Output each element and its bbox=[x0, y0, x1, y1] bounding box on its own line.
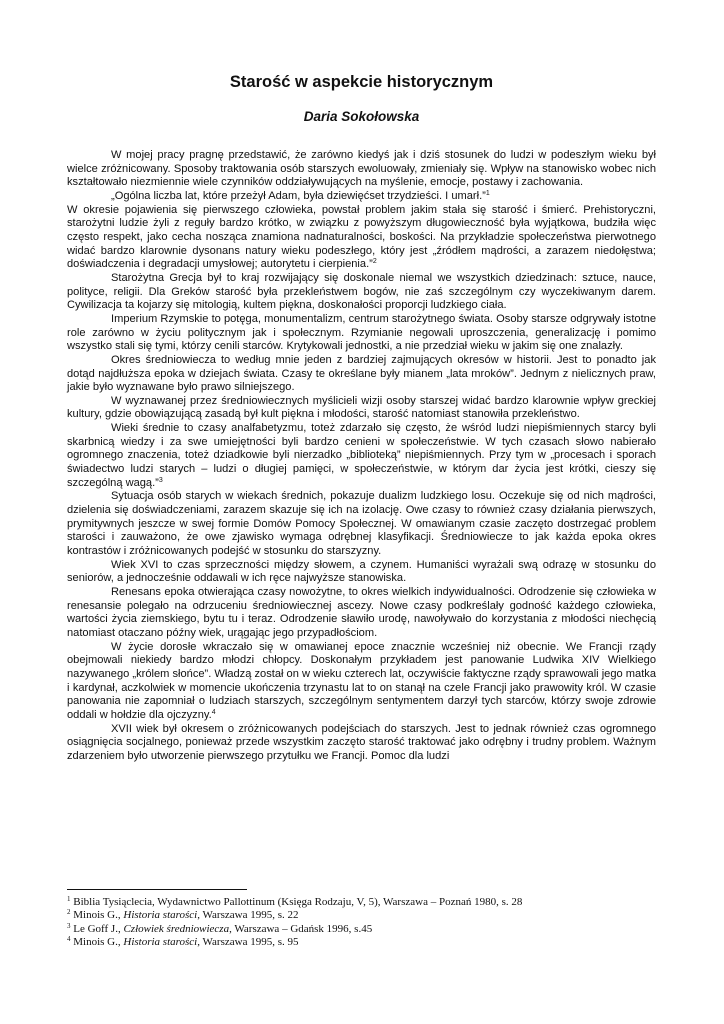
footnote-ref: 3 bbox=[158, 476, 163, 484]
paragraph: W okresie pojawienia się pierwszego człowieka, powstał problem jakim stała się starość i śmierć. Prehistoryczni, starożytni ludzie żyli z reguły bardzo krótko, w związku z powyższym długowieczność była wyjątkowa, budziła więc często respekt, jako cecha nosząca znamiona nadnaturalności, boskości. Na przykładzie społeczeństwa pierwotnego widać bardzo klarownie dysonans natury wieku podeszłego, który jest „źródłem mądrości, a zarazem niedołęstwa; doświadczenia i degradacji umysłowej; autorytetu i cierpienia.”$^2$ bbox=[67, 203, 656, 271]
footnote-ref: 1 bbox=[485, 189, 490, 197]
footnote: $^2$ Minois G., Historia starości, Warszawa 1995, s. 22 bbox=[67, 908, 299, 922]
paragraph: Okres średniowiecza to według mnie jeden z bardziej zajmujących okresów w historii. Jest to ponadto jak dotąd najdłuższa epoka w dziejach świata. Czasy te określane były mianem „lata mroków”. Jednym z nielicznych praw, jakie było wyznawane było prawo silniejszego. bbox=[67, 353, 656, 394]
paragraph: Wiek XVI to czas sprzeczności między słowem, a czynem. Humaniści wyrażali swą odrazę w stosunku do seniorów, a jednocześnie oddawali w ich ręce najwyższe stanowiska. bbox=[67, 558, 656, 585]
paragraph: „Ogólna liczba lat, które przeżył Adam, była dziewięćset trzydzieści. I umarł.”$^1$ bbox=[111, 189, 490, 202]
footnote: $^3$ Le Goff J., Człowiek średniowiecza, Warszawa – Gdańsk 1996, s.45 bbox=[67, 921, 373, 935]
paragraph: Wieki średnie to czasy analfabetyzmu, toteż zdarzało się często, że wśród ludzi niepiśmiennych starcy byli skarbnicą wiedzy i za swe umiejętności byli bardzo cenieni w społeczeństwie. W tych czasach słowo nabierało ogromnego znaczenia, toteż dziadkowie byli nierzadko „biblioteką” niepiśmiennych. Przy tym w „procesach i sporach świadectwo ludzi starych – ludzi o długiej pamięci, w społeczeństwie, w którym dar życia jest krótki, cieszy się szczególną wagą.”$^3$ bbox=[67, 422, 656, 489]
document-body bbox=[67, 149, 656, 764]
footnote: $^4$ Minois G., Historia starości, Warszawa 1995, s. 95 bbox=[67, 934, 299, 948]
footnote-divider bbox=[67, 889, 247, 890]
paragraph: Starożytna Grecja był to kraj rozwijający się doskonale niemal we wszystkich dziedzinach: sztuce, nauce, polityce, religii. Dla Greków starość była przekleństwem bogów, nie zaś szczególnym czy wyczekiwanym darem. Cywilizacja ta kojarzy się mitologią, kultem piękna, doskonałości proporcji ludzkiego ciała. bbox=[67, 271, 656, 312]
paragraph: Sytuacja osób starych w wiekach średnich, pokazuje dualizm ludzkiego losu. Oczekuje się od nich mądrości, dzielenia się doświadczeniami, zarazem skazuje się ich na izolację. Owe czasy to również czasy działania pierwszych, prymitywnych jeszcze w swej formie Domów Pomocy Społecznej. W omawianym czasie zaczęto dostrzegać problem starości i zauważono, że owe zjawisko wymaga odrębnej klasyfikacji. Średniowiecze to jak każda epoka okres kontrastów i zróżnicowanych podejść w stosunku do starszyzny. bbox=[67, 490, 656, 558]
footnote-ref: 4 bbox=[211, 708, 216, 716]
paragraph: W mojej pracy pragnę przedstawić, że zarówno kiedyś jak i dziś stosunek do ludzi w podeszłym wieku był wielce zróżnicowany. Sposoby traktowania osób starszych ewoluowały, zmieniały się. Wpływ na stanowisko wobec nich kształtowało niezmiennie wiele czynników oddziaływujących na myślenie, emocje, postawy i zachowania. bbox=[67, 149, 656, 189]
paragraph: Imperium Rzymskie to potęga, monumentalizm, centrum starożytnego świata. Osoby starsze odgrywały istotne role zarówno w życiu politycznym jak i społecznym. Rzymianie negowali uproszczenia, generalizację i pomimo wszystko stali się tymi, którzy cenili starców. Krytykowali jednostki, a nie przedział wieku w jakim się one znalazły. bbox=[67, 312, 656, 353]
paragraph: W wyznawanej przez średniowiecznych myślicieli wizji osoby starszej widać bardzo klarownie wpływ greckiej kultury, gdzie obowiązującą zasadą był kult piękna i młodości, starość natomiast stanowiła przekleństwo. bbox=[67, 394, 656, 421]
paragraph: W życie dorosłe wkraczało się w omawianej epoce znacznie wcześniej niż obecnie. We Francji rządy obejmowali niekiedy bardzo młodzi chłopcy. Doskonałym przykładem jest panowanie Ludwika XIV Wielkiego nazywanego „królem słońce”. Władzą został on w wieku czterech lat, oczywiście faktyczne rządy sprawowali jego matka i kardynał, aczkolwiek w momencie ukończenia trzynastu lat to on stanął na czele Francji jako prawowity król. W czasie panowania nie zapomniał o ludziach starszych, szczególnym sentymentem darzył tych starców, którzy swoje zdrowie oddali w hołdzie dla ojczyzny.$^4$ bbox=[67, 640, 656, 721]
footnote: $^1$ Biblia Tysiąclecia, Wydawnictwo Pallottinum (Księga Rodzaju, V, 5), Warszawa – Poznań 1980, s. 28 bbox=[67, 895, 523, 908]
document-title: Starość w aspekcie historycznym bbox=[229, 73, 494, 91]
paragraph: XVII wiek był okresem o zróżnicowanych podejściach do starszych. Jest to jednak również czas ogromnego osiągnięcia socjalnego, ponieważ przede wszystkim zaczęto starość traktować jako odrębny i trudny problem. Ważnym zdarzeniem było utworzenie pierwszego przytułku we Francji. Pomoc dla ludzi bbox=[67, 722, 656, 762]
paragraph: Renesans epoka otwierająca czasy nowożytne, to okres wielkich indywidualności. Odrodzenie się człowieka w renesansie polegało na odrzuceniu średniowiecznej ascezy. Nowe czasy podkreślały godność każdego człowieka, wartości życia ziemskiego, bytu tu i teraz. Odrodzenie sławiło urodę, nawoływało do korzystania z młodości niechęcią natomiast otaczano późny wiek, urągając jego przypadłościom. bbox=[67, 586, 656, 639]
footnote-ref: 2 bbox=[372, 258, 377, 266]
document-author: Daria Sokołowska bbox=[303, 109, 420, 124]
footnotes bbox=[67, 889, 656, 949]
